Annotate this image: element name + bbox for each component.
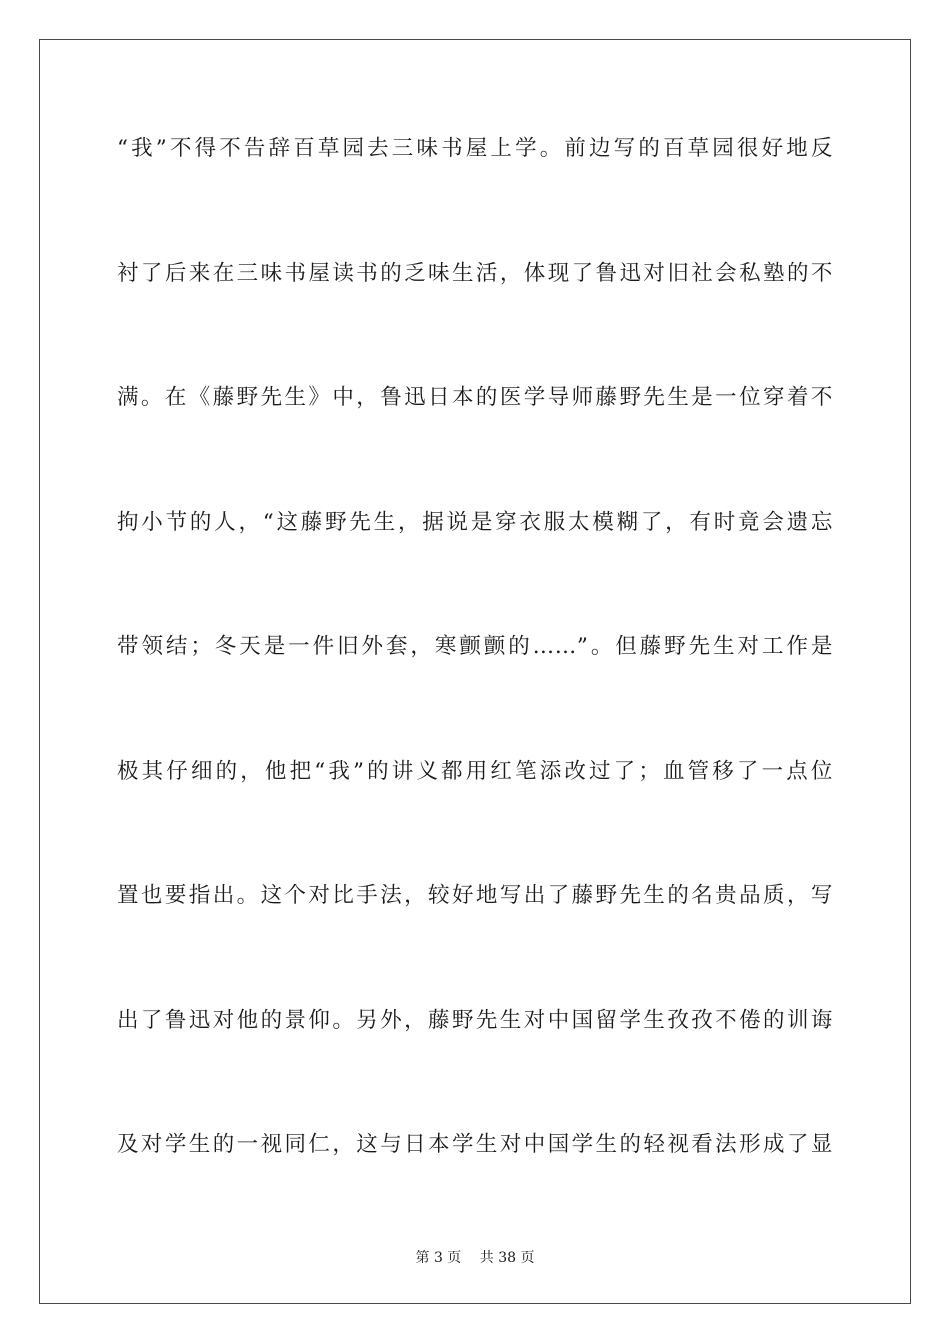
text-line: 带领结；冬天是一件旧外套，寒颤颤的……”。但藤野先生对工作是 xyxy=(117,634,833,659)
text-line: 出了鲁迅对他的景仰。另外，藤野先生对中国留学生孜孜不倦的训诲 xyxy=(117,1007,833,1033)
page-footer xyxy=(0,1247,950,1267)
page-total: 共 38 页 xyxy=(479,1250,535,1266)
text-line: 及对学生的一视同仁，这与日本学生对中国学生的轻视看法形成了显 xyxy=(117,1132,833,1157)
text-line: 满。在《藤野先生》中，鲁迅日本的医学导师藤野先生是一位穿着不 xyxy=(117,385,833,410)
text-line: “我”不得不告辞百草园去三味书屋上学。前边写的百草园很好地反 xyxy=(117,136,833,161)
text-line: 置也要指出。这个对比手法，较好地写出了藤野先生的名贵品质，写 xyxy=(117,883,833,908)
body-text xyxy=(117,118,833,1239)
text-line: 极其仔细的，他把“我”的讲义都用红笔添改过了；血管移了一点位 xyxy=(117,758,833,784)
page-number: 第 3 页 xyxy=(415,1250,462,1266)
text-line: 衬了后来在三味书屋读书的乏味生活，体现了鲁迅对旧社会私塾的不 xyxy=(117,260,833,286)
text-line: 拘小节的人，“这藤野先生，据说是穿衣服太模糊了，有时竟会遗忘 xyxy=(117,509,833,535)
